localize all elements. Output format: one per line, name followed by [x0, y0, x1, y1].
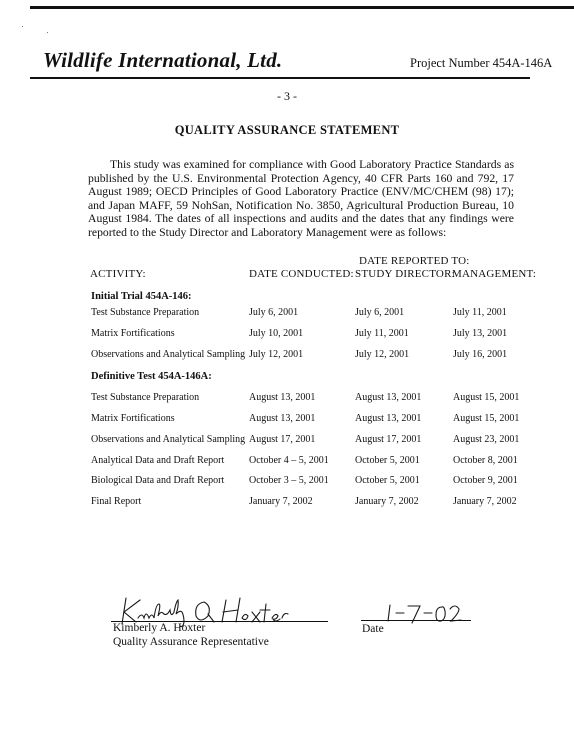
row-date-conducted: July 10, 2001 [249, 328, 304, 339]
row-activity: Matrix Fortifications [91, 413, 175, 424]
date-line [361, 620, 471, 621]
row-date-conducted: October 3 – 5, 2001 [249, 475, 329, 486]
top-border-rule [30, 6, 574, 9]
row-date-conducted: August 13, 2001 [249, 413, 316, 424]
column-header-study-director: STUDY DIRECTOR: [355, 268, 455, 280]
row-date-management: August 15, 2001 [453, 392, 520, 403]
row-date-conducted: October 4 – 5, 2001 [249, 455, 329, 466]
row-activity: Final Report [91, 496, 142, 507]
row-date-study-director: July 12, 2001 [355, 349, 410, 360]
row-date-study-director: July 6, 2001 [355, 307, 405, 318]
row-date-study-director: August 13, 2001 [355, 413, 422, 424]
row-date-conducted: August 17, 2001 [249, 434, 316, 445]
group-header-date-reported: DATE REPORTED TO: [359, 255, 470, 267]
row-date-study-director: July 11, 2001 [355, 328, 409, 339]
row-date-study-director: August 13, 2001 [355, 392, 422, 403]
page-title: QUALITY ASSURANCE STATEMENT [174, 123, 400, 137]
row-activity: Observations and Analytical Sampling [91, 434, 246, 445]
scan-speck [47, 32, 48, 33]
row-date-management: July 13, 2001 [453, 328, 508, 339]
row-activity: Matrix Fortifications [91, 328, 175, 339]
date-label: Date [362, 623, 384, 635]
row-date-management: August 23, 2001 [453, 434, 520, 445]
row-date-management: July 16, 2001 [453, 349, 508, 360]
signatory-role: Quality Assurance Representative [113, 636, 269, 648]
row-activity: Biological Data and Draft Report [91, 475, 225, 486]
signatory-name: Kimberly A. Hoxter [113, 622, 206, 634]
row-date-management: January 7, 2002 [453, 496, 517, 507]
project-number: Project Number 454A-146A [410, 56, 553, 70]
section-title-definitive-test: Definitive Test 454A-146A: [91, 371, 212, 382]
header-rule [30, 77, 530, 79]
handwritten-date [384, 601, 464, 627]
row-activity: Test Substance Preparation [91, 392, 200, 403]
row-date-study-director: August 17, 2001 [355, 434, 422, 445]
row-activity: Test Substance Preparation [91, 307, 200, 318]
page-number: - 3 - [277, 89, 297, 103]
row-date-conducted: July 12, 2001 [249, 349, 304, 360]
row-activity: Analytical Data and Draft Report [91, 455, 225, 466]
row-date-conducted: July 6, 2001 [249, 307, 299, 318]
row-date-management: August 15, 2001 [453, 413, 520, 424]
column-header-management: MANAGEMENT: [452, 268, 537, 280]
row-date-management: October 8, 2001 [453, 455, 518, 466]
row-date-conducted: August 13, 2001 [249, 392, 316, 403]
row-date-study-director: January 7, 2002 [355, 496, 419, 507]
row-date-conducted: January 7, 2002 [249, 496, 313, 507]
row-date-study-director: October 5, 2001 [355, 455, 420, 466]
section-title-initial-trial: Initial Trial 454A-146: [91, 291, 192, 302]
company-name: Wildlife International, Ltd. [43, 48, 283, 72]
row-activity: Observations and Analytical Sampling [91, 349, 246, 360]
column-header-date-conducted: DATE CONDUCTED: [249, 268, 354, 280]
column-header-activity: ACTIVITY: [90, 268, 146, 280]
row-date-study-director: October 5, 2001 [355, 475, 420, 486]
row-date-management: July 11, 2001 [453, 307, 507, 318]
scan-speck [22, 26, 23, 27]
row-date-management: October 9, 2001 [453, 475, 518, 486]
intro-paragraph: This study was examined for compliance with Good Laboratory Practice Standards as published by the U.S. Environmental Protection Agency, 40 CFR Parts 160 and 792, 17 August 1989; OECD Principles of Good Laboratory Practice (ENV/MC/CHEM (98) 17); and Japan MAFF, 59 NohSan, Notification No. 3850, Agricultural Production Bureau, 10 August 1984. The dates of all inspections and audits and the dates that any findings were reported to the Study Director and Laboratory Management were as follows: [88, 158, 514, 239]
